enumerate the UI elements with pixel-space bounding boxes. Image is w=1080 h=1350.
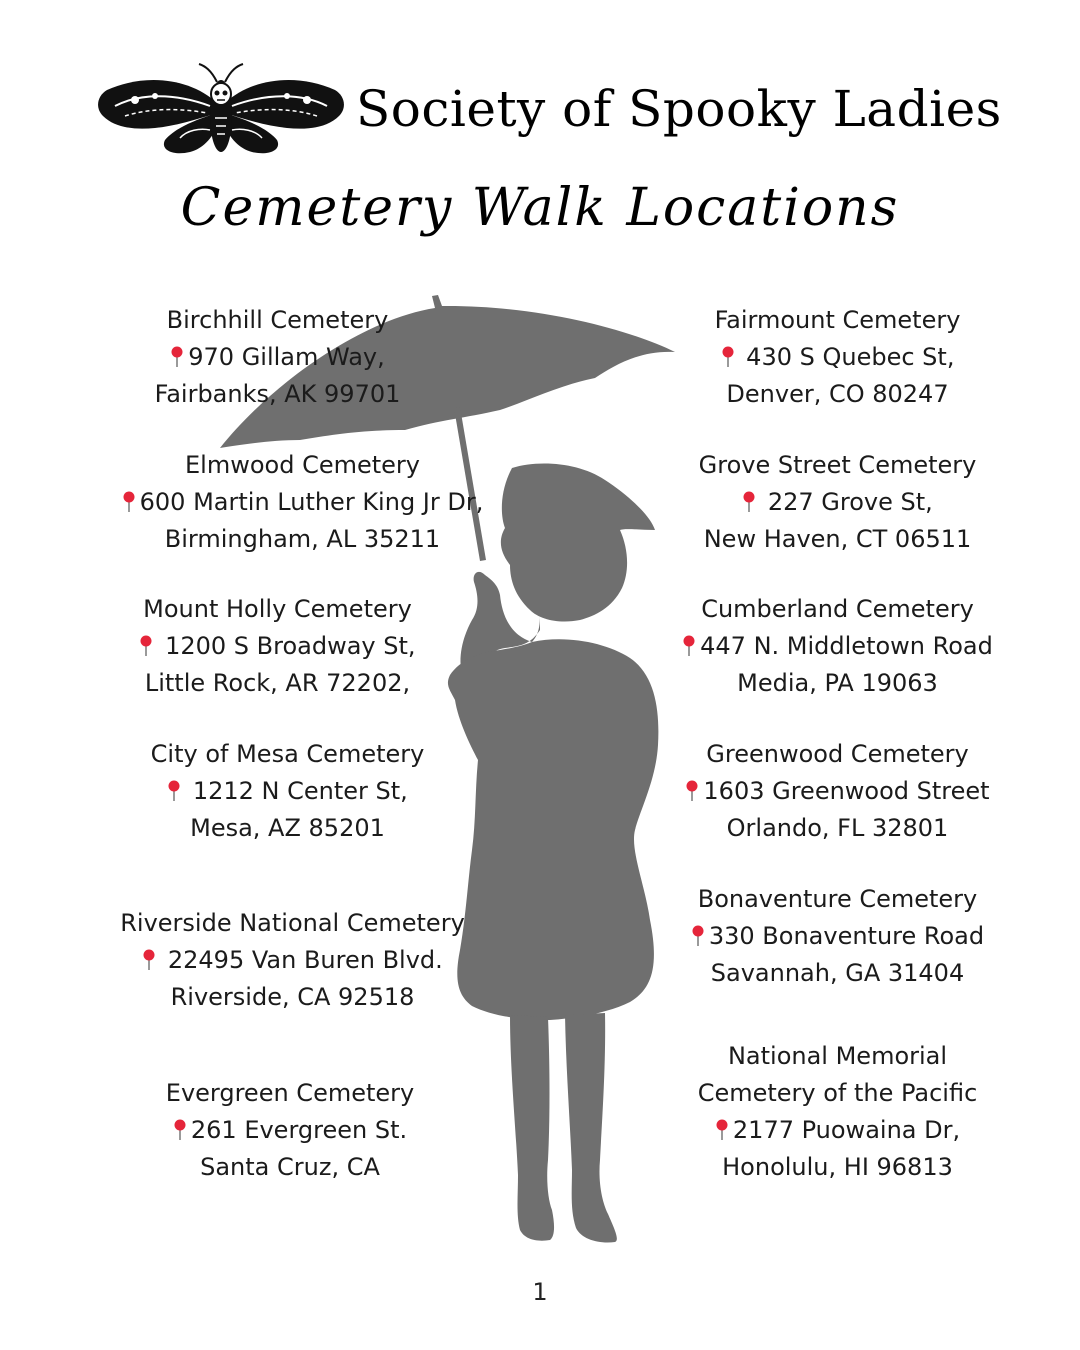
location-city: Santa Cruz, CA — [200, 1153, 380, 1181]
location-name: Fairmount Cemetery — [714, 306, 961, 334]
death-head-moth-icon — [95, 58, 347, 158]
location-name: Cumberland Cemetery — [701, 595, 974, 623]
location-city: Denver, CO 80247 — [726, 380, 949, 408]
location-name: Birchhill Cemetery — [166, 306, 389, 334]
location-city: Birmingham, AL 35211 — [164, 525, 441, 553]
map-pin-icon — [682, 635, 696, 657]
location-name: Mount Holly Cemetery — [143, 595, 412, 623]
location-street: 2177 Puowaina Dr, — [732, 1116, 961, 1144]
page-title: Cemetery Walk Locations — [180, 178, 900, 238]
map-pin-icon — [139, 635, 153, 657]
location-city: Riverside, CA 92518 — [170, 983, 415, 1011]
location-name: Greenwood Cemetery — [706, 740, 969, 768]
location-street: 22495 Van Buren Blvd. — [160, 946, 443, 974]
location-street: 970 Gillam Way, — [188, 343, 385, 371]
location-city: Honolulu, HI 96813 — [722, 1153, 953, 1181]
location-street: 447 N. Middletown Road — [700, 632, 993, 660]
location-mesa — [115, 736, 460, 847]
location-national-memorial — [665, 1038, 1010, 1186]
map-pin-icon — [173, 1119, 187, 1141]
location-street: 261 Evergreen St. — [190, 1116, 408, 1144]
location-street: 1200 S Broadway St, — [157, 632, 416, 660]
map-pin-icon — [167, 780, 181, 802]
location-street: 1603 Greenwood Street — [703, 777, 990, 805]
location-city: Mesa, AZ 85201 — [190, 814, 385, 842]
map-pin-icon — [691, 925, 705, 947]
location-city: Fairbanks, AK 99701 — [154, 380, 401, 408]
location-cumberland — [665, 591, 1010, 702]
map-pin-icon — [122, 491, 136, 513]
location-fairmount — [665, 302, 1010, 413]
location-name: Evergreen Cemetery — [165, 1079, 415, 1107]
map-pin-icon — [170, 346, 184, 368]
map-pin-icon — [742, 491, 756, 513]
location-street: 227 Grove St, — [760, 488, 933, 516]
location-name: National Memorial — [727, 1042, 948, 1070]
location-name: Cemetery of the Pacific — [697, 1079, 978, 1107]
location-bonaventure — [665, 881, 1010, 992]
location-city: New Haven, CT 06511 — [703, 525, 972, 553]
location-riverside — [95, 905, 490, 1016]
location-evergreen — [120, 1075, 460, 1186]
location-name: Riverside National Cemetery — [120, 909, 465, 937]
location-name: City of Mesa Cemetery — [150, 740, 425, 768]
location-street: 430 S Quebec St, — [738, 343, 955, 371]
location-grove-street — [665, 447, 1010, 558]
location-mount-holly — [105, 591, 450, 702]
location-city: Little Rock, AR 72202, — [144, 669, 411, 697]
location-city: Orlando, FL 32801 — [726, 814, 949, 842]
location-elmwood — [90, 447, 515, 558]
page-number: 1 — [532, 1278, 548, 1306]
location-name: Bonaventure Cemetery — [697, 885, 978, 913]
map-pin-icon — [142, 949, 156, 971]
map-pin-icon — [685, 780, 699, 802]
brand-title: Society of Spooky Ladies — [356, 80, 1002, 138]
location-street: 600 Martin Luther King Jr Dr, — [139, 488, 484, 516]
location-city: Media, PA 19063 — [737, 669, 938, 697]
location-birchhill — [110, 302, 445, 413]
map-pin-icon — [721, 346, 735, 368]
location-street: 330 Bonaventure Road — [708, 922, 985, 950]
location-greenwood — [665, 736, 1010, 847]
location-name: Elmwood Cemetery — [185, 451, 420, 479]
location-name: Grove Street Cemetery — [698, 451, 977, 479]
location-city: Savannah, GA 31404 — [710, 959, 965, 987]
map-pin-icon — [715, 1119, 729, 1141]
location-street: 1212 N Center St, — [185, 777, 408, 805]
